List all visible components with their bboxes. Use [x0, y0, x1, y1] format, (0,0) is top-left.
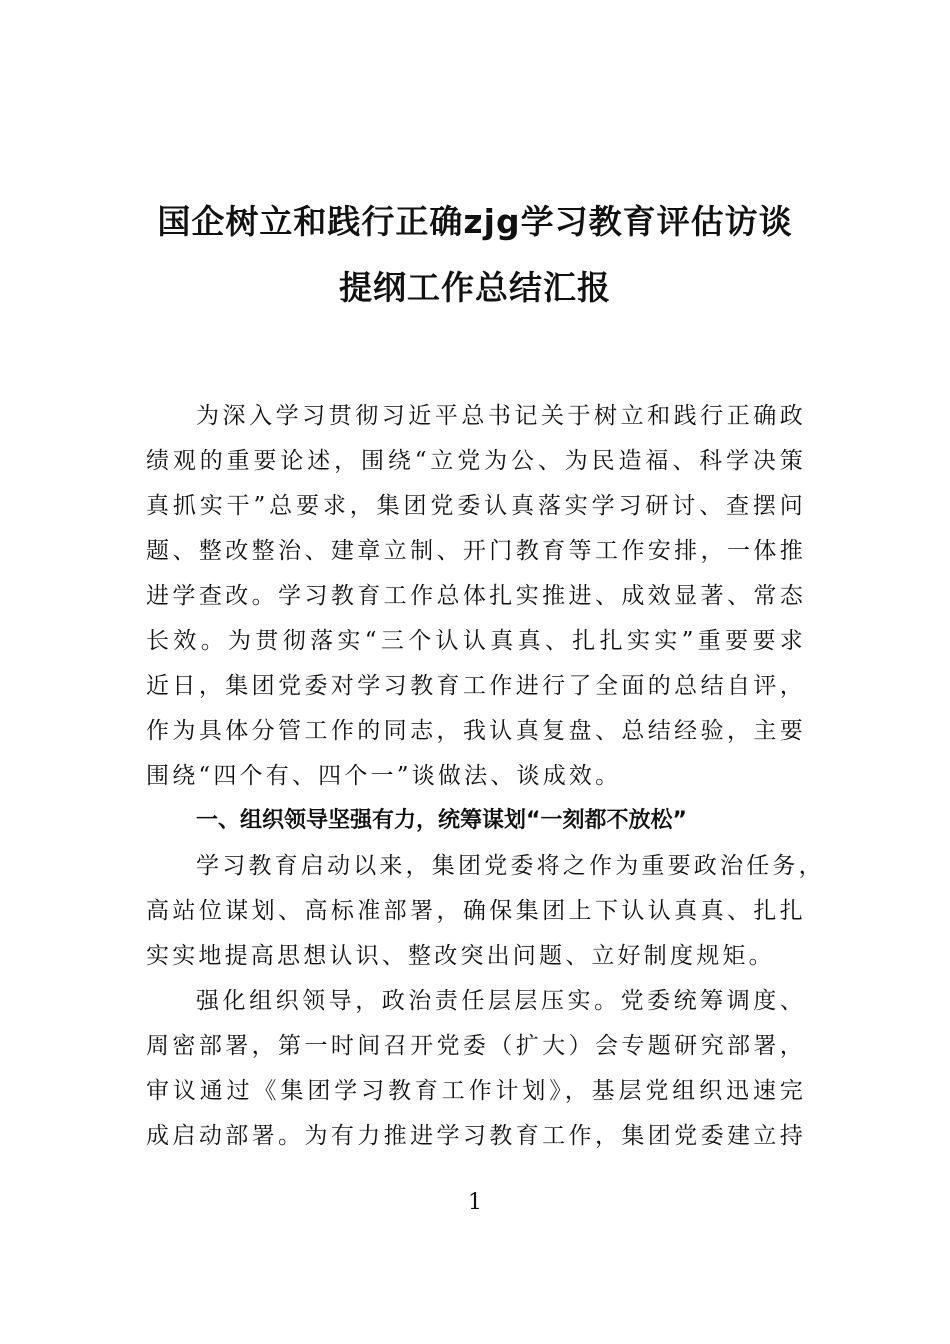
- paragraph-1-line: 作为具体分管工作的同志，我认真复盘、总结经验，主要: [146, 718, 806, 744]
- paragraph-3-line: 强化组织领导，政治责任层层压实。党委统筹调度、: [196, 988, 806, 1014]
- paragraph-1-line: 题、整改整治、建章立制、开门教育等工作安排，一体推: [146, 538, 806, 564]
- document-title-line-2: 提纲工作总结汇报: [339, 268, 611, 307]
- section-heading-1: 一、组织领导坚强有力，统筹谋划“一刻都不放松”: [196, 808, 687, 833]
- paragraph-1-line: 近日，集团党委对学习教育工作进行了全面的总结自评，: [146, 673, 806, 699]
- paragraph-2-line: 实实地提高思想认识、整改突出问题、立好制度规矩。: [146, 943, 775, 969]
- paragraph-1-line: 进学查改。学习教育工作总体扎实推进、成效显著、常态: [146, 583, 806, 609]
- paragraph-1-line: 真抓实干”总要求，集团党委认真落实学习研讨、查摆问: [146, 493, 806, 519]
- paragraph-2-line: 学习教育启动以来，集团党委将之作为重要政治任务，: [196, 853, 825, 879]
- paragraph-2-line: 高站位谋划、高标准部署，确保集团上下认认真真、扎扎: [146, 898, 806, 924]
- paragraph-3-line: 周密部署，第一时间召开党委（扩大）会专题研究部署，: [146, 1033, 806, 1059]
- paragraph-1-line: 围绕“四个有、四个一”谈做法、谈成效。: [146, 763, 622, 789]
- paragraph-1-line: 为深入学习贯彻习近平总书记关于树立和践行正确政: [196, 403, 806, 429]
- paragraph-1-line: 绩观的重要论述，围绕“立党为公、为民造福、科学决策: [146, 448, 806, 474]
- paragraph-3-line: 成启动部署。为有力推进学习教育工作，集团党委建立持: [146, 1123, 806, 1149]
- paragraph-3-line: 审议通过《集团学习教育工作计划》，基层党组织迅速完: [146, 1078, 806, 1104]
- document-title-line-1: 国企树立和践行正确zjg学习教育评估访谈: [157, 202, 793, 241]
- paragraph-1-line: 长效。为贯彻落实“三个认认真真、扎扎实实”重要要求: [146, 628, 806, 654]
- page-number: 1: [468, 1190, 482, 1215]
